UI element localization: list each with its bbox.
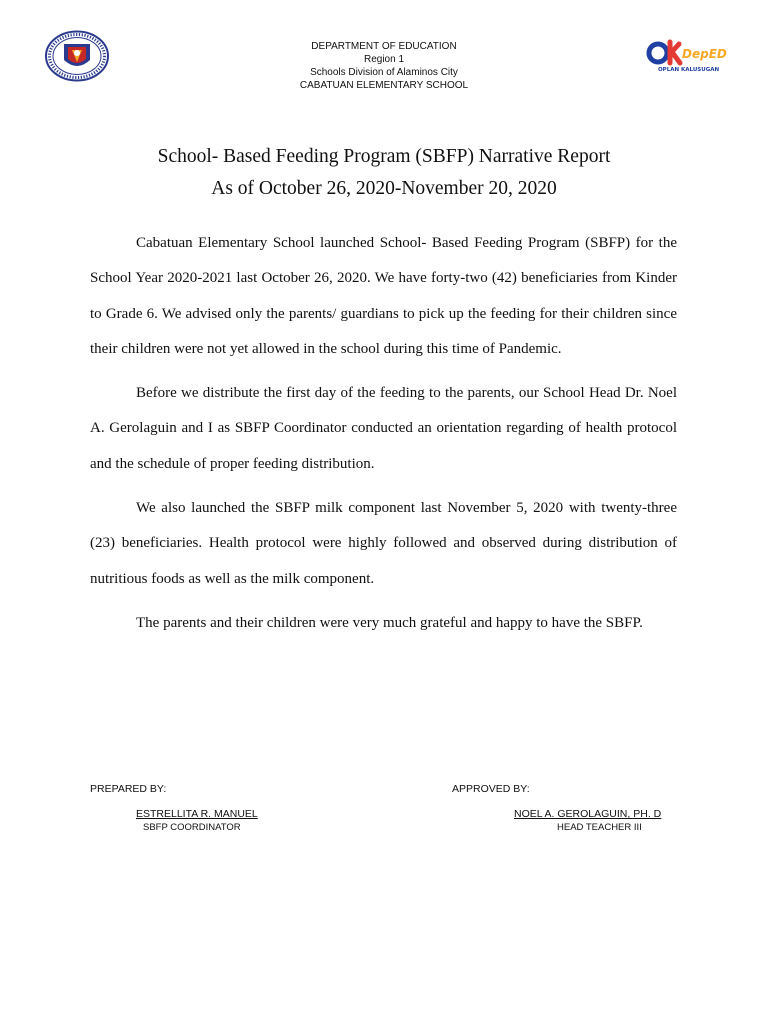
deped-seal-icon (44, 30, 110, 82)
prepared-by-name: ESTRELLITA R. MANUEL (136, 808, 258, 820)
ok-deped-logo-icon (646, 36, 727, 74)
letterhead-department: DEPARTMENT OF EDUCATION (311, 41, 457, 52)
report-title-line2: As of October 26, 2020-November 20, 2020 (211, 178, 557, 199)
prepared-by-label: PREPARED BY: (90, 783, 167, 795)
letterhead (234, 40, 534, 92)
letterhead-division: Schools Division of Alaminos City (310, 67, 458, 78)
report-title-line1: School- Based Feeding Program (SBFP) Narrative Report (157, 146, 611, 167)
letterhead-region: Region 1 (363, 54, 405, 65)
approved-by-title: HEAD TEACHER III (557, 822, 642, 833)
paragraph-1: Cabatuan Elementary School launched School- Based Feeding Program (SBFP) for the School Year 2020-2021 last October 26, 2020. We have forty-two (42) beneficiaries from Kinder to Grade 6. We advised only the parents/ guardians to pick up the feeding for their children since their children were not yet allowed in the school during this time of Pandemic. (90, 235, 677, 357)
paragraph-2: Before we distribute the first day of the feeding to the parents, our School Head Dr. Noel A. Gerolaguin and I as SBFP Coordinator conducted an orientation regarding of health protocol and the schedule of proper feeding distribution. (90, 385, 677, 472)
letterhead-school: CABATUAN ELEMENTARY SCHOOL (299, 80, 469, 91)
approved-by-name: NOEL A. GEROLAGUIN, PH. D (514, 808, 662, 820)
svg-text:OPLAN KALUSUGAN: OPLAN KALUSUGAN (658, 67, 720, 73)
prepared-by-title: SBFP COORDINATOR (143, 822, 241, 833)
report-title (60, 141, 708, 205)
paragraph-4: The parents and their children were very much grateful and happy to have the SBFP. (136, 614, 643, 631)
narrative-body (90, 226, 677, 650)
approved-by-label: APPROVED BY: (452, 783, 530, 795)
svg-text:DepED: DepED (682, 47, 727, 61)
paragraph-3: We also launched the SBFP milk component last November 5, 2020 with twenty-three (23) beneficiaries. Health protocol were highly followed and observed during distribution of nutritious foods as well as the milk component. (90, 500, 677, 587)
